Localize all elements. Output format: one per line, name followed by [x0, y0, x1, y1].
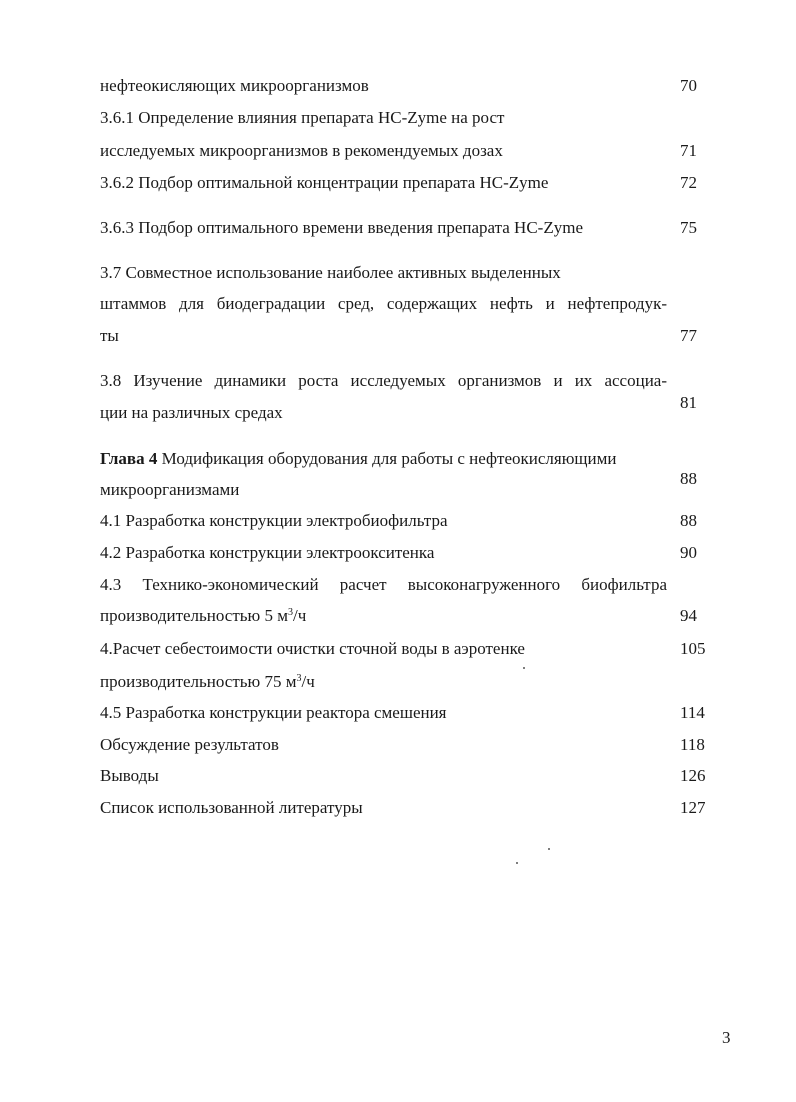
toc-entry-title: Список использованной литературы: [100, 798, 363, 817]
toc-entry-page: 72: [680, 173, 697, 192]
toc-entry-title-cont: штаммов для биодеградации сред, содержащих нефть и нефтепродук-: [100, 294, 667, 313]
toc-entry-title: 3.7 Совместное использование наиболее активных выделенных: [100, 263, 561, 282]
toc-entry-page: 70: [680, 76, 697, 95]
text-run: производительностью 5 м: [100, 606, 288, 625]
chapter-label: Глава 4: [100, 449, 158, 468]
toc-entry-title: 3.8 Изучение динамики роста исследуемых организмов и их ассоциа-: [100, 371, 667, 390]
toc-entry-title-cont: [100, 672, 315, 692]
toc-entry-page: 71: [680, 141, 697, 160]
toc-entry-page: 88: [680, 511, 697, 530]
text-run: /ч: [301, 672, 315, 691]
toc-entry-title: нефтеокисляющих микроорганизмов: [100, 76, 369, 95]
toc-entry-page: 90: [680, 543, 697, 562]
toc-entry-page: 88: [680, 469, 697, 488]
toc-entry-page: 77: [680, 326, 697, 345]
toc-entry-page: 126: [680, 766, 706, 785]
toc-entry-title-cont: исследуемых микроорганизмов в рекомендуемых дозах: [100, 141, 503, 160]
toc-entry-page: 81: [680, 393, 697, 412]
chapter-heading: [100, 449, 616, 469]
scan-speck: [548, 848, 550, 850]
chapter-title: Модификация оборудования для работы с нефтеокисляющими: [157, 449, 617, 468]
toc-entry-page: 127: [680, 798, 706, 817]
toc-entry-title-cont: ты: [100, 326, 119, 345]
text-run: производительностью 75 м: [100, 672, 297, 691]
toc-entry-page: 75: [680, 218, 697, 237]
toc-entry-title: 4.5 Разработка конструкции реактора смешения: [100, 703, 447, 722]
toc-entry-title: 3.6.3 Подбор оптимального времени введения препарата НС-Zyme: [100, 218, 583, 237]
toc-entry-title: 3.6.2 Подбор оптимальной концентрации препарата НС-Zyme: [100, 173, 549, 192]
toc-entry-title-cont: микроорганизмами: [100, 480, 240, 499]
text-run: /ч: [293, 606, 307, 625]
toc-entry-page: 105: [680, 639, 706, 658]
scan-speck: [523, 667, 525, 669]
toc-entry-title: Выводы: [100, 766, 159, 785]
toc-entry-title: Обсуждение результатов: [100, 735, 279, 754]
toc-entry-title: 4.2 Разработка конструкции электроокситенка: [100, 543, 435, 562]
toc-entry-title-cont: [100, 606, 306, 626]
toc-entry-page: 118: [680, 735, 705, 754]
toc-entry-title-cont: ции на различных средах: [100, 403, 283, 422]
superscript: 3: [296, 673, 302, 684]
toc-entry-page: 114: [680, 703, 705, 722]
page-number: 3: [722, 1028, 731, 1047]
toc-entry-title: 3.6.1 Определение влияния препарата НС-Zyme на рост: [100, 108, 505, 127]
toc-entry-title: 4.Расчет себестоимости очистки сточной воды в аэротенке: [100, 639, 525, 658]
toc-entry-title: 4.3 Технико-экономический расчет высоконагруженного биофильтра: [100, 575, 667, 594]
scan-speck: [516, 862, 518, 864]
toc-entry-title: 4.1 Разработка конструкции электробиофильтра: [100, 511, 448, 530]
superscript: 3: [288, 607, 293, 618]
toc-entry-page: 94: [680, 606, 697, 625]
